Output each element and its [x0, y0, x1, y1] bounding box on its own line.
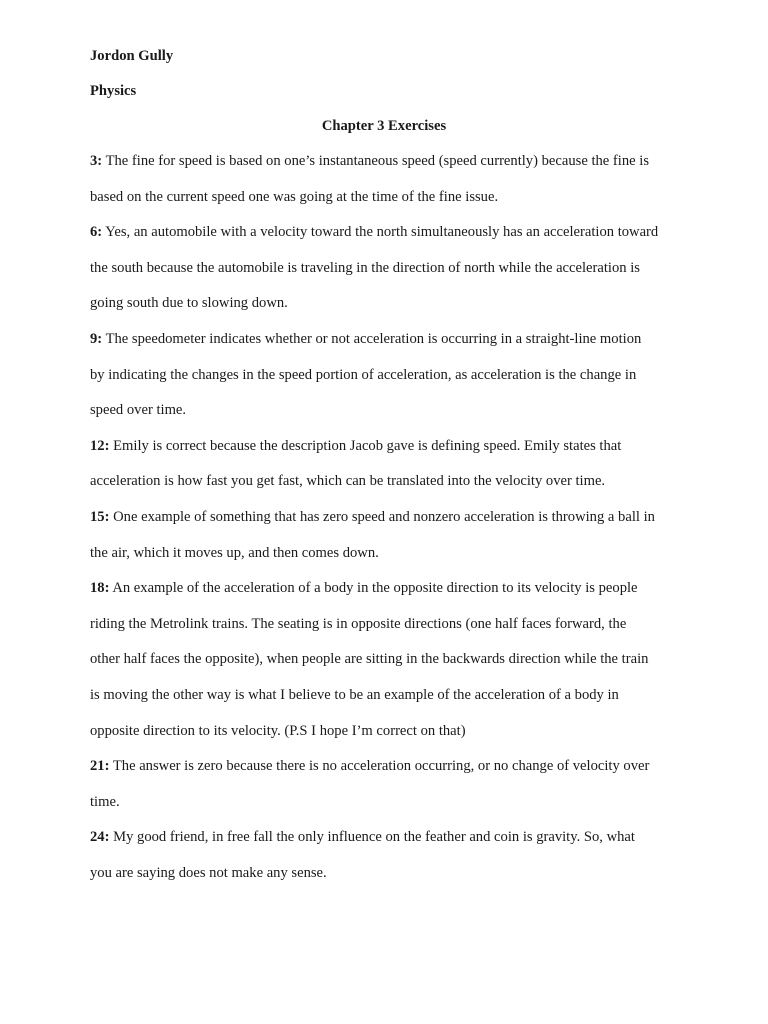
answer-line: the south because the automobile is traveling in the direction of north while the acceleration is — [90, 259, 640, 276]
answer-line: going south due to slowing down. — [90, 295, 288, 312]
answer-line: acceleration is how fast you get fast, which can be translated into the velocity over time. — [90, 473, 606, 490]
answer-number: 3: — [90, 153, 103, 169]
answer-24 — [90, 820, 680, 891]
answer-line — [90, 429, 680, 465]
answer-line: the air, which it moves up, and then comes down. — [90, 544, 379, 561]
answer-line: is moving the other way is what I believe to be an example of the acceleration of a body in — [90, 686, 619, 703]
answer-12 — [90, 429, 680, 500]
answer-line — [90, 144, 680, 180]
answers-list — [90, 144, 680, 891]
answer-line — [90, 322, 680, 358]
answer-number: 18: — [90, 580, 110, 597]
answer-15 — [90, 500, 680, 571]
answer-number: 21: — [90, 758, 110, 775]
answer-line: riding the Metrolink trains. The seating is in opposite directions (one half faces forward, the — [90, 615, 627, 632]
answer-line — [90, 820, 680, 856]
answer-number: 15: — [90, 508, 110, 525]
answer-9 — [90, 322, 680, 429]
author-name: Jordon Gully — [90, 48, 174, 64]
answer-text: The answer is zero because there is no acceleration occurring, or no change of velocity over — [112, 758, 650, 775]
answer-text: My good friend, in free fall the only influence on the feather and coin is gravity. So, what — [113, 829, 635, 846]
answer-3 — [90, 144, 680, 215]
answer-line — [90, 215, 680, 251]
answer-6 — [90, 215, 680, 322]
answer-number: 6: — [90, 224, 103, 241]
answer-number: 12: — [90, 437, 110, 454]
answer-text: The fine for speed is based on one’s instantaneous speed (speed currently) because the fine is — [105, 153, 649, 169]
answer-line — [90, 749, 680, 785]
answer-text: The speedometer indicates whether or not acceleration is occurring in a straight-line motion — [105, 330, 642, 347]
answer-line: by indicating the changes in the speed portion of acceleration, as acceleration is the change in — [90, 366, 637, 383]
subject-name: Physics — [90, 83, 137, 99]
answer-line — [90, 571, 680, 607]
answer-text: Yes, an automobile with a velocity toward the north simultaneously has an acceleration toward — [105, 224, 659, 241]
answer-text: An example of the acceleration of a body in the opposite direction to its velocity is people — [112, 580, 638, 597]
answer-line: based on the current speed one was going at the time of the fine issue. — [90, 188, 499, 205]
answer-text: One example of something that has zero speed and nonzero acceleration is throwing a ball in — [113, 508, 655, 525]
answer-number: 24: — [90, 829, 110, 846]
answer-line: speed over time. — [90, 402, 187, 419]
answer-number: 9: — [90, 330, 103, 347]
answer-line: time. — [90, 793, 120, 810]
answer-line: opposite direction to its velocity. (P.S I hope I’m correct on that) — [90, 722, 466, 739]
answer-line: you are saying does not make any sense. — [90, 864, 327, 881]
answer-21 — [90, 749, 680, 820]
answer-line — [90, 500, 680, 536]
answer-18 — [90, 571, 680, 749]
answer-line: other half faces the opposite), when people are sitting in the backwards direction while the train — [90, 651, 649, 668]
answer-text: Emily is correct because the description Jacob gave is defining speed. Emily states that — [113, 437, 622, 454]
page-title: Chapter 3 Exercises — [321, 118, 447, 134]
